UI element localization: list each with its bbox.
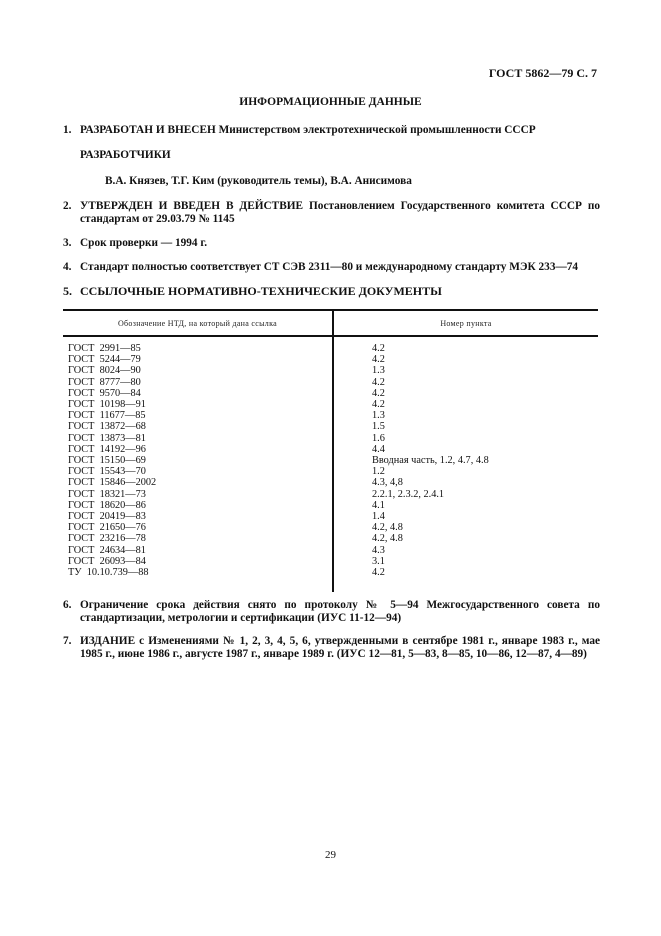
document-cell: ГОСТ 15150—69 bbox=[63, 455, 333, 466]
document-cell: ТУ 10.10.739—88 bbox=[63, 567, 333, 592]
clause-cell: 4.1 bbox=[372, 499, 385, 511]
table-row bbox=[63, 354, 598, 365]
table-row bbox=[63, 489, 598, 500]
item-7 bbox=[63, 635, 600, 661]
item-text: ИЗДАНИЕ с Изменениями № 1, 2, 3, 4, 5, 6, утвержденными в сентябре 1981 г., январе 1983 г., мае 1985 г., июне 1986 г., августе 1987 г., январе 1989 г. (ИУС 12—81, 5—83, 8—85, 10—86, 12—87, 4—89) bbox=[80, 635, 600, 660]
item-text: ССЫЛОЧНЫЕ НОРМАТИВНО-ТЕХНИЧЕСКИЕ ДОКУМЕНТЫ bbox=[80, 284, 442, 298]
document-cell: ГОСТ 18321—73 bbox=[63, 489, 333, 500]
table-row bbox=[63, 399, 598, 410]
table-row bbox=[63, 365, 598, 376]
clause-cell: 4.2 bbox=[372, 387, 385, 399]
item-number: 7. bbox=[63, 635, 72, 647]
document-cell: ГОСТ 15543—70 bbox=[63, 466, 333, 477]
document-cell: ГОСТ 21650—76 bbox=[63, 522, 333, 533]
table-row bbox=[63, 545, 598, 556]
document-cell: ГОСТ 8024—90 bbox=[63, 365, 333, 376]
item-number: 5. bbox=[63, 284, 72, 298]
column-header-clause: Номер пункта bbox=[333, 310, 598, 336]
item-text: Ограничение срока действия снято по протоколу № 5—94 Межгосударственного совета по стандартизации, метрологии и сертификации (ИУС 11-12—94) bbox=[80, 599, 600, 624]
clause-cell: 4.2 bbox=[372, 343, 385, 354]
item-number: 6. bbox=[63, 599, 72, 611]
clause-cell: 1.6 bbox=[372, 432, 385, 444]
item-text: Стандарт полностью соответствует СТ СЭВ 2311—80 и международному стандарту МЭК 233—74 bbox=[80, 261, 579, 273]
item-text: УТВЕРЖДЕН И ВВЕДЕН В ДЕЙСТВИЕ Постановлением Государственного комитета СССР по стандартам от 29.03.79 № 1145 bbox=[80, 200, 600, 225]
document-cell: ГОСТ 5244—79 bbox=[63, 354, 333, 365]
table-row bbox=[63, 477, 598, 488]
page-number: 29 bbox=[325, 849, 336, 861]
document-cell: ГОСТ 24634—81 bbox=[63, 545, 333, 556]
clause-cell: 1.2 bbox=[372, 466, 385, 478]
document-cell: ГОСТ 23216—78 bbox=[63, 533, 333, 544]
table-row bbox=[63, 388, 598, 399]
clause-cell: 4.2 bbox=[372, 399, 385, 411]
document-cell: ГОСТ 8777—80 bbox=[63, 377, 333, 388]
clause-cell: 1.4 bbox=[372, 511, 385, 523]
table-row bbox=[63, 377, 598, 388]
document-cell: ГОСТ 26093—84 bbox=[63, 556, 333, 567]
clause-cell: 2.2.1, 2.3.2, 2.4.1 bbox=[372, 488, 445, 500]
clause-cell: 4.2 bbox=[372, 354, 385, 366]
developers-label: РАЗРАБОТЧИКИ bbox=[80, 149, 171, 161]
clause-cell: 4.2, 4.8 bbox=[372, 522, 403, 534]
table-row bbox=[63, 444, 598, 455]
item-5 bbox=[63, 284, 442, 299]
page-title: ИНФОРМАЦИОННЫЕ ДАННЫЕ bbox=[239, 96, 422, 108]
document-cell: ГОСТ 10198—91 bbox=[63, 399, 333, 410]
item-1 bbox=[63, 124, 536, 136]
references-table bbox=[63, 309, 598, 592]
clause-cell: 1.3 bbox=[372, 365, 385, 377]
column-header-document: Обозначение НТД, на который дана ссылка bbox=[63, 310, 333, 336]
table-row bbox=[63, 511, 598, 522]
developers-names: В.А. Князев, Т.Г. Ким (руководитель темы), В.А. Анисимова bbox=[105, 175, 412, 187]
document-cell: ГОСТ 18620—86 bbox=[63, 500, 333, 511]
table-row bbox=[63, 455, 598, 466]
clause-cell: 4.3 bbox=[372, 544, 385, 556]
item-number: 1. bbox=[63, 124, 72, 136]
table-row bbox=[63, 567, 598, 592]
clause-cell: 4.4 bbox=[372, 443, 385, 455]
table-row bbox=[63, 410, 598, 421]
table-row bbox=[63, 522, 598, 533]
document-cell: ГОСТ 13872—68 bbox=[63, 421, 333, 432]
document-code-header: ГОСТ 5862—79 С. 7 bbox=[488, 66, 597, 80]
document-cell: ГОСТ 2991—85 bbox=[63, 336, 333, 354]
item-2 bbox=[63, 200, 600, 226]
document-cell: ГОСТ 13873—81 bbox=[63, 433, 333, 444]
item-text: РАЗРАБОТАН И ВНЕСЕН Министерством электротехнической промышленности СССР bbox=[80, 124, 536, 136]
clause-cell: 4.2, 4.8 bbox=[372, 533, 403, 545]
item-3 bbox=[63, 237, 207, 249]
clause-cell: 4.2 bbox=[372, 567, 385, 579]
clause-cell: 1.3 bbox=[372, 410, 385, 422]
clause-cell: 3.1 bbox=[372, 555, 385, 567]
table-row bbox=[63, 433, 598, 444]
item-number: 4. bbox=[63, 261, 72, 273]
table-row bbox=[63, 556, 598, 567]
table-row bbox=[63, 466, 598, 477]
clause-cell: 4.2 bbox=[372, 376, 385, 388]
document-cell: ГОСТ 14192—96 bbox=[63, 444, 333, 455]
item-text: Срок проверки — 1994 г. bbox=[80, 237, 208, 249]
item-number: 3. bbox=[63, 237, 72, 249]
document-cell: ГОСТ 20419—83 bbox=[63, 511, 333, 522]
item-number: 2. bbox=[63, 200, 72, 212]
document-cell: ГОСТ 11677—85 bbox=[63, 410, 333, 421]
item-4 bbox=[63, 261, 578, 273]
clause-cell: 1.5 bbox=[372, 421, 385, 433]
clause-cell: Вводная часть, 1.2, 4.7, 4.8 bbox=[372, 455, 489, 467]
document-cell: ГОСТ 15846—2002 bbox=[63, 477, 333, 488]
table-row bbox=[63, 421, 598, 432]
clause-cell: 4.3, 4,8 bbox=[372, 477, 403, 489]
document-cell: ГОСТ 9570—84 bbox=[63, 388, 333, 399]
item-6 bbox=[63, 599, 600, 625]
table-row bbox=[63, 336, 598, 354]
table-row bbox=[63, 533, 598, 544]
table-row bbox=[63, 500, 598, 511]
